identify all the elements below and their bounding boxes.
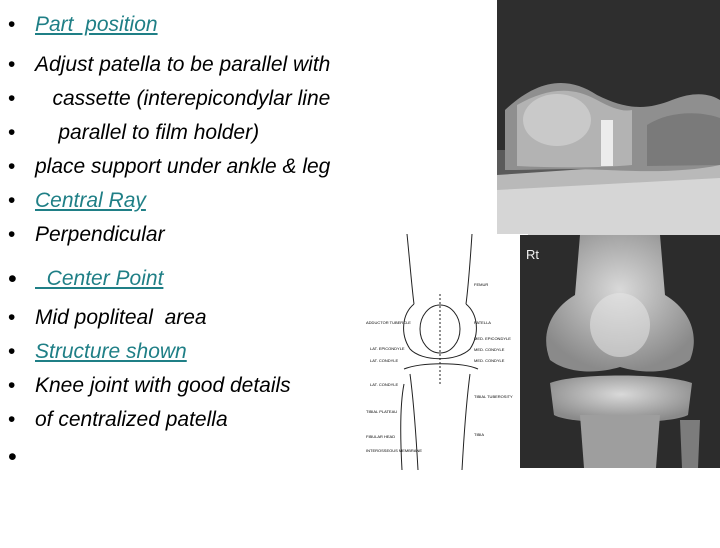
diagram-label: FIBULAR HEAD [366,434,396,439]
bullet-text: Knee joint with good details [35,374,291,397]
heading-central-ray: Central Ray [35,189,146,212]
diagram-label: PATELLA [474,320,491,325]
diagram-label: LAT. CONDYLE [370,358,399,363]
bullet-text: place support under ankle & leg [35,155,331,178]
bullet-dot: • [8,340,16,363]
diagram-label: LAT. EPICONDYLE [370,346,405,351]
xray-side-marker: Rt [526,247,539,262]
bullet-dot: • [8,265,17,293]
bullet-text: of centralized patella [35,408,228,431]
bullet-dot: • [8,121,16,144]
bullet-dot: • [8,443,17,471]
diagram-label: LAT. CONDYLE [370,382,399,387]
bullet-text: Perpendicular [35,223,165,246]
bullet-text: parallel to film holder) [35,121,260,144]
bullet-dot: • [8,13,16,36]
bullet-dot: • [8,87,16,110]
diagram-label: ADDUCTOR TUBERCLE [366,320,411,325]
diagram-label: MED. CONDYLE [474,347,505,352]
bullet-item [8,444,43,548]
bullet-dot: • [8,408,16,431]
diagram-label: TIBIAL PLATEAU [366,409,398,414]
knee-xray-image [520,235,720,468]
diagram-label: INTEROSSEOUS MEMBRANE [366,448,423,453]
bullet-dot: • [8,223,16,246]
bullet-text: cassette (interepicondylar line [35,87,331,110]
heading-part-position: Part position [35,13,158,36]
bullet-text: Adjust patella to be parallel with [35,53,331,76]
xray-illustration [520,235,720,468]
bullet-dot: • [8,155,16,178]
heading-structure-shown: Structure shown [35,340,187,363]
diagram-label: FEMUR [474,282,489,287]
diagram-label: MED. EPICONDYLE [474,336,511,341]
knee-positioning-photo [497,0,720,240]
knee-anatomy-diagram [352,234,528,470]
photo-illustration [497,0,720,240]
bullet-dot: • [8,374,16,397]
diagram-label: TIBIA [474,432,485,437]
bullet-dot: • [8,189,16,212]
bullet-dot: • [8,53,16,76]
bullet-text: Mid popliteal area [35,306,207,329]
bullet-dot: • [8,306,16,329]
diagram-label: MED. CONDYLE [474,358,505,363]
diagram-label: TIBIAL TUBEROSITY [474,394,513,399]
heading-center-point: Center Point [35,267,164,290]
